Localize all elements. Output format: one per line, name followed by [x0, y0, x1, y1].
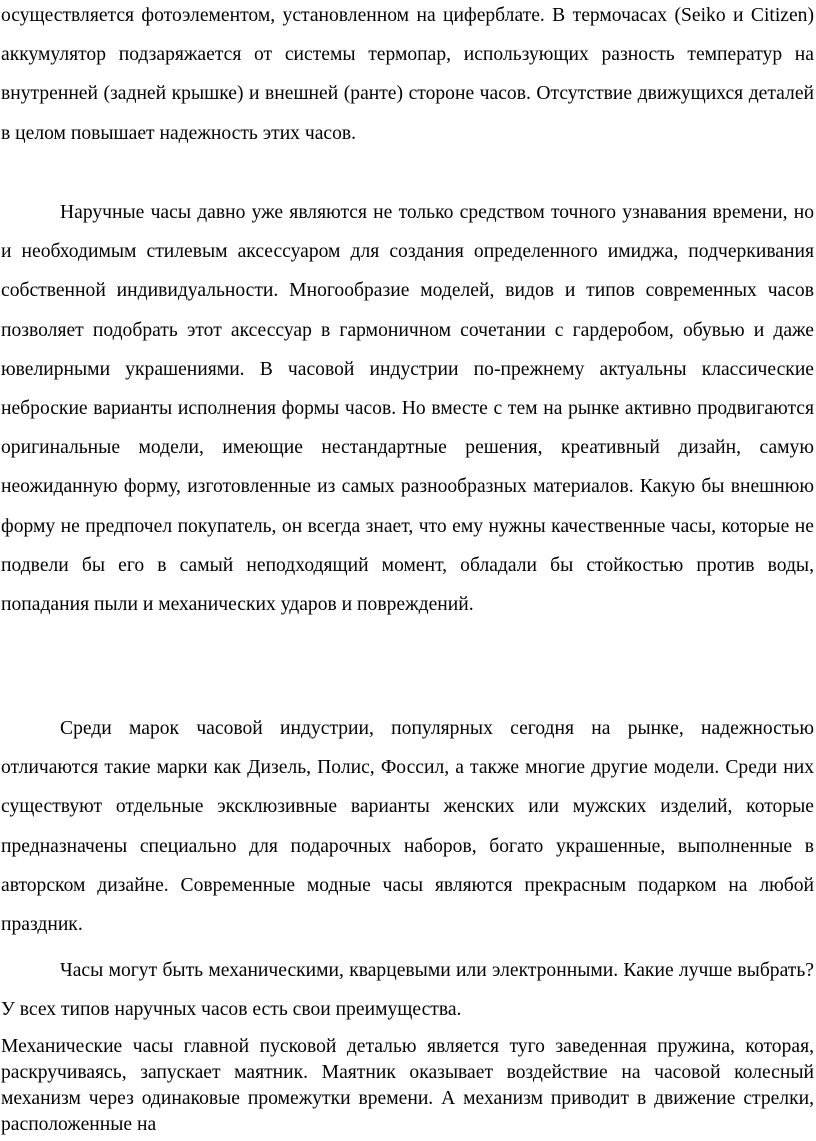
- paragraph-watch-brands: Среди марок часовой индустрии, популярных сегодня на рынке, надежностью отличаются такие марки как Дизель, Полис, Фоссил, а также многие другие модели. Среди них существуют отдельные эксклюзивные варианты женских или мужских изделий, которые предназначены специально для подарочных наборов, богато украшенные, выполненные в авторском дизайне. Современные модные часы являются прекрасным подарком на любой праздник.: [1, 718, 814, 936]
- paragraph-wristwatch-accessory: Наручные часы давно уже являются не только средством точного узнавания времени, но и необходимым стилевым аксессуаром для создания определенного имиджа, подчеркивания собственной индивидуальности. Многообразие моделей, видов и типов современных часов позволяет подобрать этот аксессуар в гармоничном сочетании с гардеробом, обувью и даже ювелирными украшениями. В часовой индустрии по-прежнему актуальны классические неброские варианты исполнения формы часов. Но вместе с тем на рынке активно продвигаются оригинальные модели, имеющие нестандартные решения, креативный дизайн, самую неожиданную форму, изготовленные из самых разнообразных материалов. Какую бы внешнюю форму не предпочел покупатель, он всегда знает, что ему нужны качественные часы, которые не подвели бы его в самый неподходящий момент, обладали бы стойкостью против воды, попадания пыли и механических ударов и повреждений.: [1, 202, 814, 616]
- paragraph-solar-thermo-watches: осуществляется фотоэлементом, установленном на циферблате. В термочасах (Seiko и Citizen) аккумулятор подзаряжается от системы термопар, использующих разность температур на внутренней (задней крышке) и внешней (ранте) стороне часов. Отсутствие движущихся деталей в целом повышает надежность этих часов.: [1, 5, 814, 144]
- paragraph-watch-types: Часы могут быть механическими, кварцевыми или электронными. Какие лучше выбрать? У всех типов наручных часов есть свои преимущества.: [1, 960, 814, 1021]
- paragraph-mechanical-watches: Механические часы главной пусковой деталью является туго заведенная пружина, которая, раскручиваясь, запускает маятник. Маятник оказывает воздействие на часовой колесный механизм через одинаковые промежутки времени. А механизм приводит в движение стрелки, расположенные на: [1, 1036, 814, 1135]
